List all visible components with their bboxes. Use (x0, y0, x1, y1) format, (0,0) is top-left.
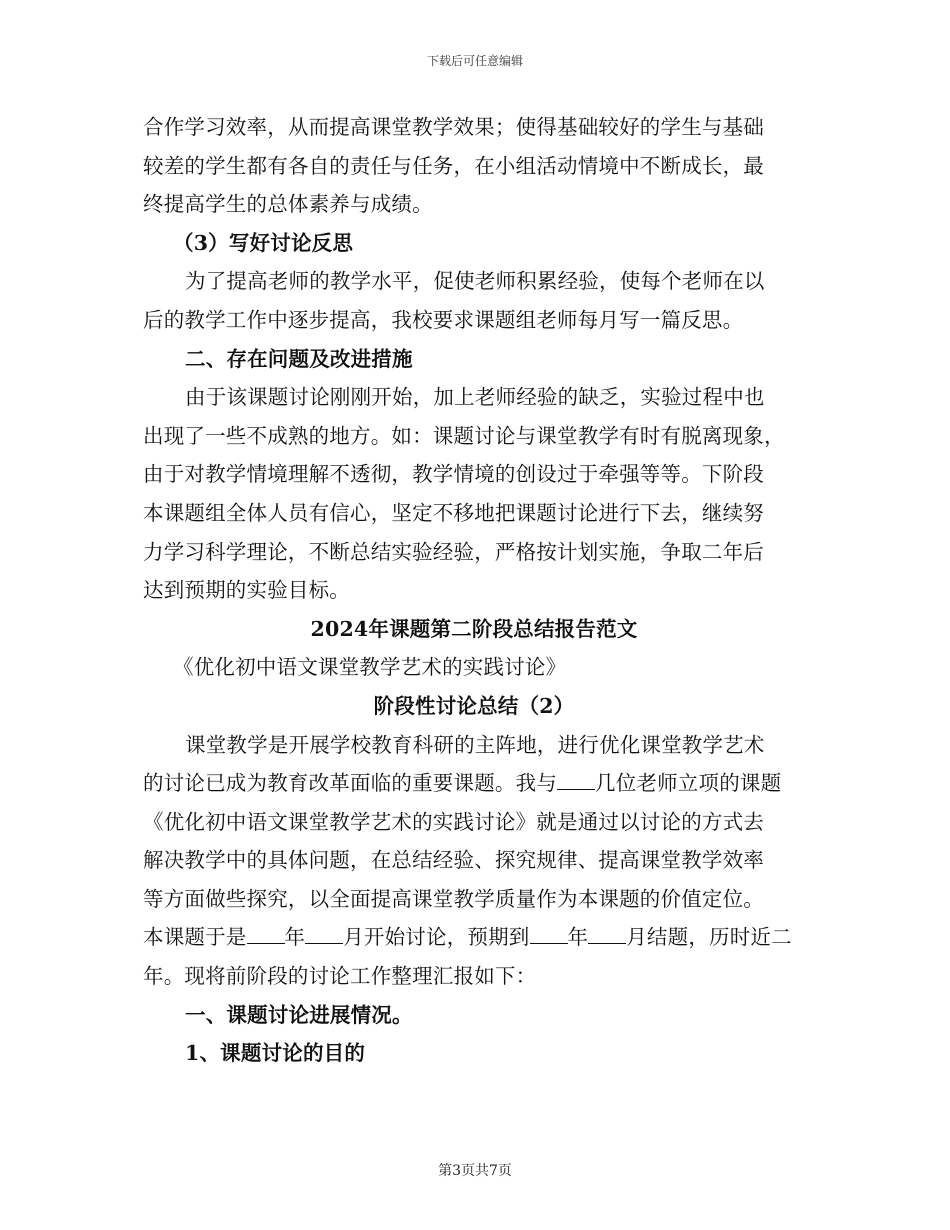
paragraph-line: 等方面做些探究，以全面提高课堂教学质量作为本课题的价值定位。 (143, 886, 764, 911)
section-heading-purpose: 1、课题讨论的目的 (185, 1041, 366, 1066)
text-run: 年 (567, 925, 589, 950)
paragraph-line (143, 918, 805, 957)
paragraph-line: 力学习科学理论，不断总结实验经验，严格按计划实施，争取二年后 (143, 539, 764, 564)
text-run: 本课题于是 (143, 925, 247, 950)
document-body (143, 108, 805, 1073)
section-heading-problems: 二、存在问题及改进措施 (185, 346, 413, 371)
section-heading-reflection: （3）写好讨论反思 (173, 230, 354, 255)
paragraph-line: 较差的学生都有各自的责任与任务，在小组活动情境中不断成长，最 (143, 153, 764, 178)
text-run: 的讨论已成为教育改革面临的重要课题。我与 (143, 771, 557, 796)
document-title: 2024年课题第二阶段总结报告范文 (310, 616, 638, 641)
text-run: 几位老师立项的课题 (595, 771, 782, 796)
paragraph-line: 《优化初中语文课堂教学艺术的实践讨论》就是通过以讨论的方式去 (143, 809, 764, 834)
paragraph-line: 年。现将前阶段的讨论工作整理汇报如下： (143, 964, 537, 989)
section-heading-progress: 一、课题讨论进展情况。 (185, 1002, 413, 1027)
fill-blank (530, 925, 568, 944)
text-run: 月开始讨论，预期到 (343, 925, 530, 950)
paragraph-line: 出现了一些不成熟的地方。如：课题讨论与课堂教学有时有脱离现象， (143, 423, 785, 448)
paragraph-line: 后的教学工作中逐步提高，我校要求课题组老师每月写一篇反思。 (143, 307, 744, 332)
fill-blank (557, 771, 595, 790)
paragraph-line: 解决教学中的具体问题，在总结经验、探究规律、提高课堂教学效率 (143, 848, 764, 873)
paragraph-line (143, 764, 805, 803)
text-run: 月结题，历时近二 (626, 925, 792, 950)
paragraph-line: 为了提高老师的教学水平，促使老师积累经验，使每个老师在以 (185, 269, 765, 294)
paragraph-line: 由于该课题讨论刚刚开始，加上老师经验的缺乏，实验过程中也 (185, 385, 765, 410)
paragraph-line: 本课题组全体人员有信心，坚定不移地把课题讨论进行下去，继续努 (143, 500, 764, 525)
paragraph-line: 由于对教学情境理解不透彻，教学情境的创设过于牵强等等。下阶段 (143, 462, 764, 487)
fill-blank (588, 925, 626, 944)
paragraph-line: 合作学习效率，从而提高课堂教学效果；使得基础较好的学生与基础 (143, 115, 764, 139)
header-note: 下载后可任意编辑 (426, 54, 523, 68)
text-run: 年 (284, 925, 306, 950)
document-stage-title: 阶段性讨论总结（2） (373, 693, 575, 718)
paragraph-line: 终提高学生的总体素养与成绩。 (143, 192, 433, 217)
paragraph-line: 达到预期的实验目标。 (143, 578, 350, 603)
fill-blank (305, 925, 343, 944)
paragraph-line: 课堂教学是开展学校教育科研的主阵地，进行优化课堂教学艺术 (185, 732, 765, 757)
document-subtitle: 《优化初中语文课堂教学艺术的实践讨论》 (173, 655, 567, 680)
fill-blank (247, 925, 285, 944)
page-number: 第3页共7页 (438, 1163, 512, 1179)
